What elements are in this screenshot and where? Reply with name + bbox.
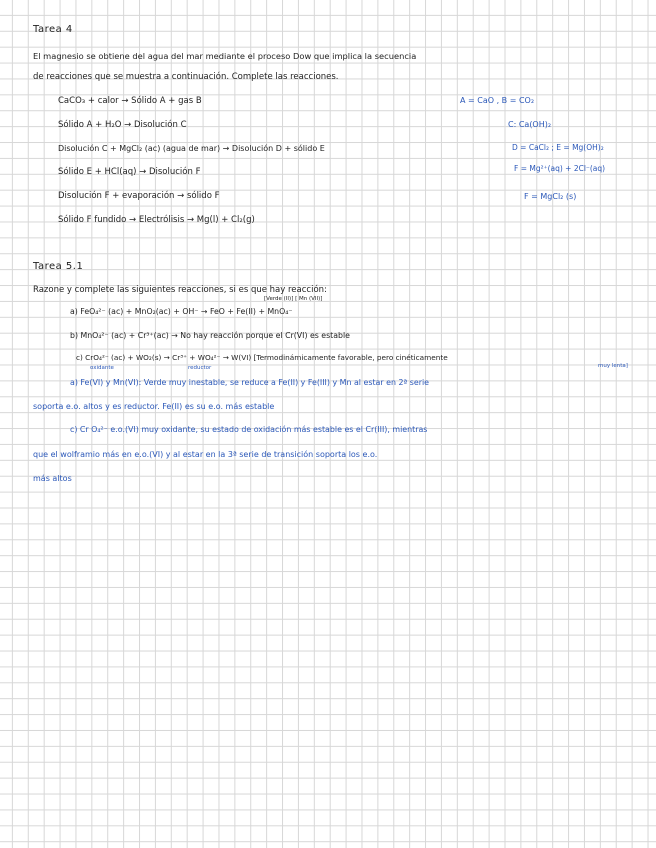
- tarea4-intro-line2: de reacciones que se muestra a continuación. Complete las reacciones.: [33, 72, 339, 82]
- explanation-a-line1: a) Fe(VI) y Mn(VI): Verde muy inestable, se reduce a Fe(II) y Fe(III) y Mn al estar en 2ª serie: [70, 378, 430, 387]
- reaction-b-equation: b) MnO₄²⁻ (ac) + Cr³⁺(ac) → No hay reacción porque el Cr(VI) es estable: [70, 331, 350, 340]
- tarea4-intro-line1: El magnesio se obtiene del agua del mar mediante el proceso Dow que implica la secuencia: [33, 51, 417, 61]
- tarea5-heading: Tarea 5.1: [33, 261, 84, 272]
- reaction-4-equation: Sólido E + HCl(aq) → Disolución F: [58, 167, 201, 177]
- reaction-4-answer: F = Mg²⁺(aq) + 2Cl⁻(aq): [514, 164, 606, 173]
- explanation-c-line3: más altos: [33, 474, 72, 483]
- reaction-2-answer: C: Ca(OH)₂: [508, 120, 552, 129]
- reaction-6-equation: Sólido F fundido → Electrólisis → Mg(l) + Cl₂(g): [58, 215, 255, 225]
- reaction-5-equation: Disolución F + evaporación → sólido F: [58, 191, 220, 201]
- explanation-c-line1: c) Cr O₄²⁻ e.o.(VI) muy oxidante, su estado de oxidación más estable es el Cr(III), mientras: [70, 425, 428, 434]
- reaction-5-answer: F = MgCl₂ (s): [524, 192, 577, 201]
- tarea4-heading: Tarea 4: [33, 24, 73, 35]
- reaction-a-equation: a) FeO₄²⁻ (ac) + MnO₂(ac) + OH⁻ → FeO + Fe(II) + MnO₄⁻: [70, 307, 293, 316]
- explanation-a-line2: soporta e.o. altos y es reductor. Fe(II) es su e.o. más estable: [33, 402, 275, 411]
- explanation-c-line2: que el wolframio más en e.o.(VI) y al estar en la 3ª serie de transición soporta los e.o.: [33, 450, 378, 459]
- reaction-c-sub-oxidante: oxidante: [90, 365, 114, 371]
- tarea5-intro: Razone y complete las siguientes reacciones, si es que hay reacción:: [33, 285, 327, 295]
- reaction-1-equation: CaCO₃ + calor → Sólido A + gas B: [58, 96, 202, 106]
- reaction-c-sub-reductor: reductor: [188, 365, 212, 371]
- reaction-c-note: muy lenta]: [598, 363, 628, 369]
- reaction-1-answer: A = CaO , B = CO₂: [460, 96, 535, 105]
- reaction-2-equation: Sólido A + H₂O → Disolución C: [58, 120, 187, 130]
- reaction-3-answer: D = CaCl₂ ; E = Mg(OH)₂: [512, 143, 604, 152]
- reaction-3-equation: Disolución C + MgCl₂ (ac) (agua de mar) → Disolución D + sólido E: [58, 144, 325, 153]
- reaction-a-labels: [Verde (II)] [ Mn (VII)]: [264, 296, 323, 302]
- reaction-c-equation: c) CrO₄²⁻ (ac) + WO₂(s) → Cr³⁺ + WO₄²⁻ → W(VI) [Termodinámicamente favorable, pero cinéticamente: [76, 353, 448, 362]
